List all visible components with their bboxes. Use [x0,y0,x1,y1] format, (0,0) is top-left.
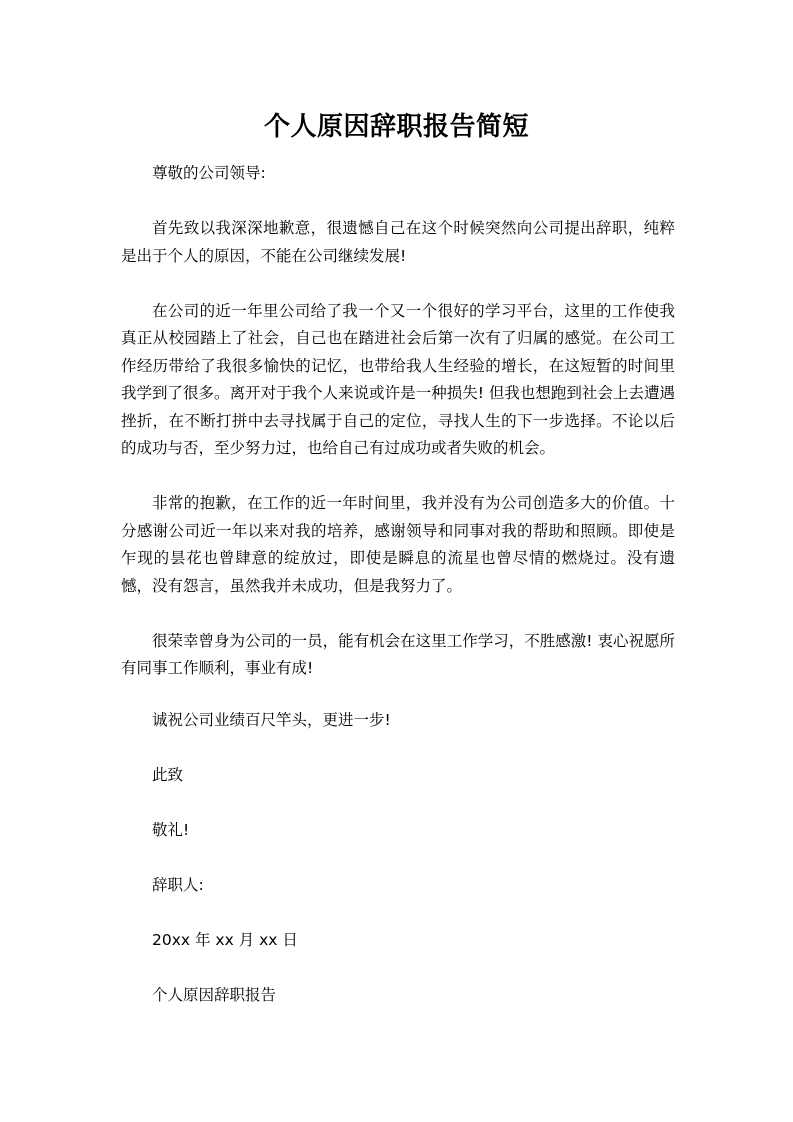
paragraph-3: 非常的抱歉，在工作的近一年时间里，我并没有为公司创造多大的价值。十分感谢公司近一年以来对我的培养，感谢领导和同事对我的帮助和照顾。即使是乍现的昙花也曾肆意的绽放过，即使是瞬息的流星也曾尽情的燃烧过。没有遗憾，没有怨言，虽然我并未成功，但是我努力了。 [121,494,675,595]
salutation: 尊敬的公司领导: [152,164,266,182]
document-body [121,160,675,710]
date-line: 20xx 年 xx 月 xx 日 [152,931,298,949]
footer-title: 个人原因辞职报告 [152,986,277,1004]
paragraph-2: 在公司的近一年里公司给了我一个又一个很好的学习平台，这里的工作使我真正从校园踏上了社会，自己也在踏进社会后第一次有了归属的感觉。在公司工作经历带给了我很多愉快的记忆，也带给我人生经验的增长，在这短暂的时间里我学到了很多。离开对于我个人来说或许是一种损失! 但我也想跑到社会上去遭遇挫折，在不断打拼中去寻找属于自己的定位，寻找人生的下一步选择。不论以后的成功与否，至少努力过，也给自己有过成功或者失败的机会。 [121,301,675,457]
document-title: 个人原因辞职报告简短 [263,112,529,142]
closing-line-1: 此致 [152,766,184,784]
resigner-label: 辞职人: [152,876,204,894]
paragraph-4: 很荣幸曾身为公司的一员，能有机会在这里工作学习，不胜感激! 衷心祝愿所有同事工作顺利，事业有成! [121,631,675,677]
wish-line: 诚祝公司业绩百尺竿头，更进一步! [152,711,391,729]
paragraph-1: 首先致以我深深地歉意，很遗憾自己在这个时候突然向公司提出辞职，纯粹是出于个人的原因，不能在公司继续发展! [121,219,675,265]
closing-line-2: 敬礼! [152,821,190,839]
